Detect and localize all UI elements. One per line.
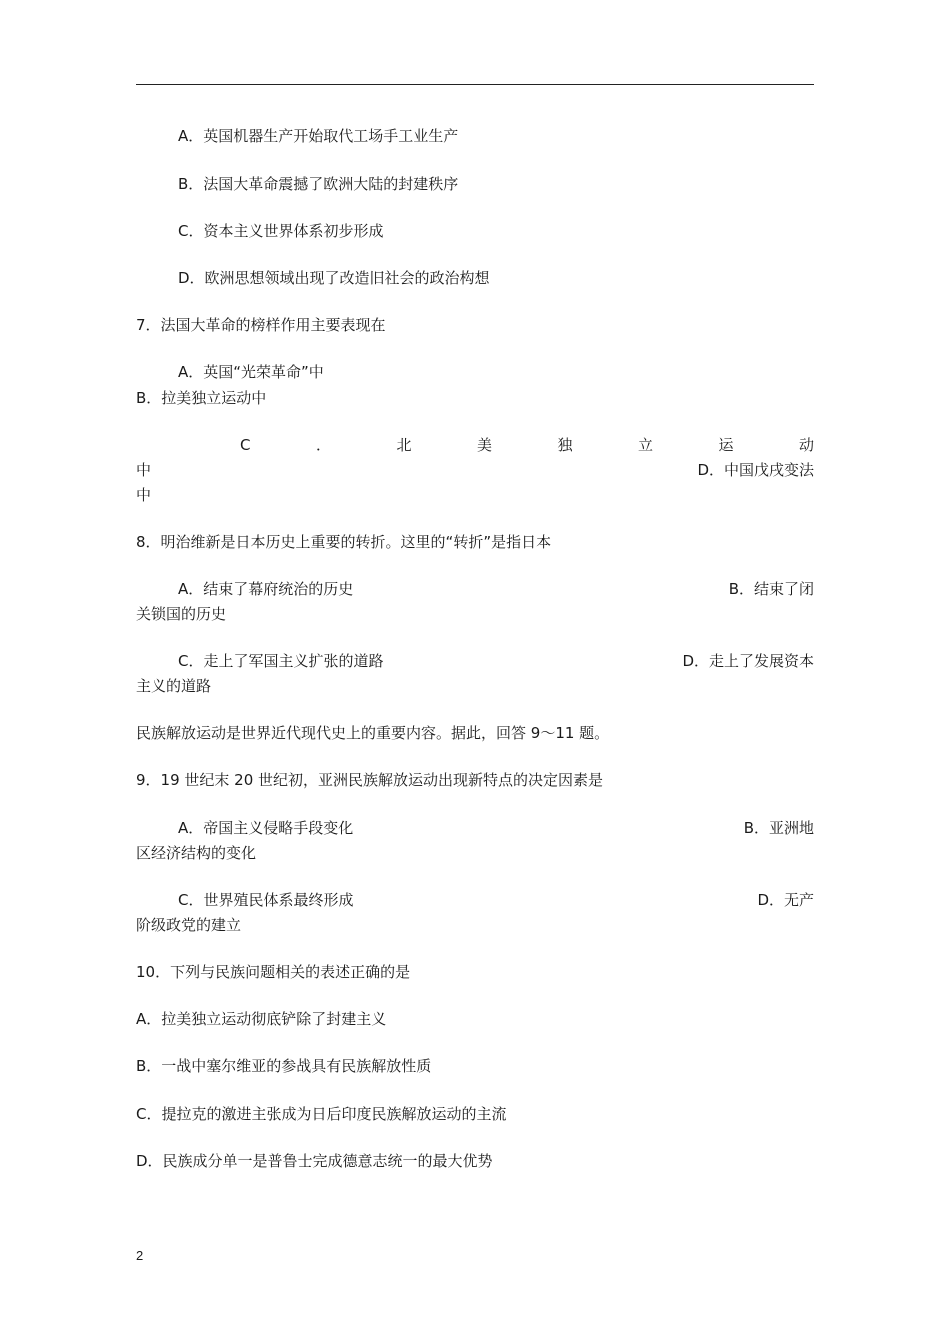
q9-stem: 9．19 世纪末 20 世纪初，亚洲民族解放运动出现新特点的决定因素是 <box>136 771 604 789</box>
q10-stem: 10．下列与民族问题相关的表述正确的是 <box>136 963 411 981</box>
q8-option-d-end: 主义的道路 <box>136 677 212 695</box>
q7-c-char: 美 <box>476 436 492 454</box>
q7-option-c-end: 中 <box>136 461 152 479</box>
q9-option-d-end: 阶级政党的建立 <box>136 916 242 934</box>
q9-option-c: C．世界殖民体系最终形成 <box>178 891 354 909</box>
q10-option-b: B．一战中塞尔维亚的参战具有民族解放性质 <box>136 1057 432 1075</box>
q8-option-c: C．走上了军国主义扩张的道路 <box>178 652 384 670</box>
header-rule <box>136 84 814 85</box>
q9-option-b: B．亚洲地 <box>743 819 814 837</box>
q6-option-d: D．欧洲思想领域出现了改造旧社会的政治构想 <box>178 269 490 287</box>
q7-c-char: 北 <box>396 436 412 454</box>
q7-option-b: B．拉美独立运动中 <box>136 389 267 407</box>
q6-option-b: B．法国大革命震撼了欧洲大陆的封建秩序 <box>178 175 459 193</box>
q7-c-char: 独 <box>557 436 573 454</box>
q8-option-b: B．结束了闭 <box>728 580 814 598</box>
q7-c-char: 立 <box>637 436 653 454</box>
q6-option-c: C．资本主义世界体系初步形成 <box>178 222 384 240</box>
q8-option-d: D．走上了发展资本 <box>682 652 814 670</box>
q10-option-c: C．提拉克的激进主张成为日后印度民族解放运动的主流 <box>136 1105 507 1123</box>
q8-stem: 8．明治维新是日本历史上重要的转折。这里的“转折”是指日本 <box>136 533 552 551</box>
page-number: 2 <box>136 1248 144 1263</box>
section-intro: 民族解放运动是世界近代现代史上的重要内容。据此，回答 9～11 题。 <box>136 724 610 742</box>
q7-c-char: ． <box>315 436 331 454</box>
q6-option-a: A．英国机器生产开始取代工场手工业生产 <box>178 127 459 145</box>
q9-option-d: D．无产 <box>757 891 814 909</box>
q7-option-c-spread <box>136 435 814 455</box>
q9-option-b-end: 区经济结构的变化 <box>136 844 257 862</box>
q10-option-d: D．民族成分单一是普鲁士完成德意志统一的最大优势 <box>136 1152 493 1170</box>
q7-c-char: 动 <box>798 436 814 454</box>
q7-option-d-end: 中 <box>136 486 152 504</box>
q7-stem: 7．法国大革命的榜样作用主要表现在 <box>136 316 386 334</box>
q9-option-a: A．帝国主义侵略手段变化 <box>178 819 354 837</box>
q7-c-char: 运 <box>718 436 734 454</box>
q7-option-d: D．中国戊戌变法 <box>697 461 814 479</box>
q7-c-char: C <box>240 436 251 454</box>
q8-option-a: A．结束了幕府统治的历史 <box>178 580 354 598</box>
q10-option-a: A．拉美独立运动彻底铲除了封建主义 <box>136 1010 387 1028</box>
q7-option-a: A．英国“光荣革命”中 <box>178 363 324 381</box>
q8-option-b-end: 关锁国的历史 <box>136 605 227 623</box>
